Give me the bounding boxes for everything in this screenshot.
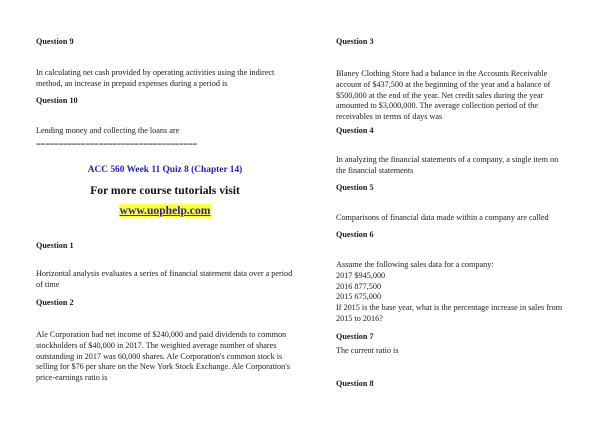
question-7-heading: Question 7: [336, 332, 374, 341]
question-4-text: In analyzing the financial statements of a company, a single item on the financial statements: [336, 155, 559, 175]
sales-row-2017: 2017 $945,000: [336, 270, 386, 280]
question-3-heading: Question 3: [336, 37, 374, 46]
question-9-heading: Question 9: [36, 37, 74, 46]
question-6-body: [336, 260, 568, 325]
question-1-text: Horizontal analysis evaluates a series of financial statement data over a period of time: [36, 269, 293, 289]
question-10-heading: Question 10: [36, 96, 78, 105]
question-10-text: Lending money and collecting the loans are: [36, 126, 180, 135]
question-5-heading: Question 5: [336, 183, 374, 192]
question-8-heading: Question 8: [336, 379, 374, 388]
promo-tagline: For more course tutorials visit: [90, 184, 240, 197]
question-9-text: In calculating net cash provided by operating activities using the indirect method, an increase in prepaid expenses during a period is: [36, 68, 275, 88]
separator-line: ====================================: [36, 140, 198, 149]
question-6-heading: Question 6: [336, 230, 374, 239]
question-4-heading: Question 4: [336, 126, 374, 135]
sales-row-2015: 2015 675,000: [336, 292, 382, 302]
course-title: ACC 560 Week 11 Quiz 8 (Chapter 14): [87, 165, 243, 175]
question-7-text: The current ratio is: [336, 346, 399, 355]
question-6-intro: Assume the following sales data for a company:: [336, 260, 494, 269]
website-link-wrapper: [36, 204, 294, 217]
question-2-heading: Question 2: [36, 298, 74, 307]
question-6-question: If 2015 is the base year, what is the percentage increase in sales from 2015 to 2016?: [336, 303, 563, 323]
question-2-text: Ale Corporation had net income of $240,000 and paid dividends to common stockholders of $40,000 in 2017. The weighted average number of shares outstanding in 2017 was 60,000 shares. Ale Corporation's common stock is selling for $76 per share on the New York Stock Exchange. Ale Corporation's price-earnings ratio is: [36, 330, 290, 383]
sales-row-2016: 2016 877,500: [336, 281, 382, 291]
question-1-heading: Question 1: [36, 241, 74, 250]
question-3-text: Blaney Clothing Store had a balance in the Accounts Receivable account of $437,500 at the beginning of the year and a balance of $500,000 at the end of the year. Net credit sales during the year amounted to $3,000,000. The average collection period of the receivables in terms of days was: [336, 69, 551, 122]
question-5-text: Comparisons of financial data made within a company are called: [336, 213, 549, 222]
website-link[interactable]: www.uophelp.com: [119, 204, 211, 217]
